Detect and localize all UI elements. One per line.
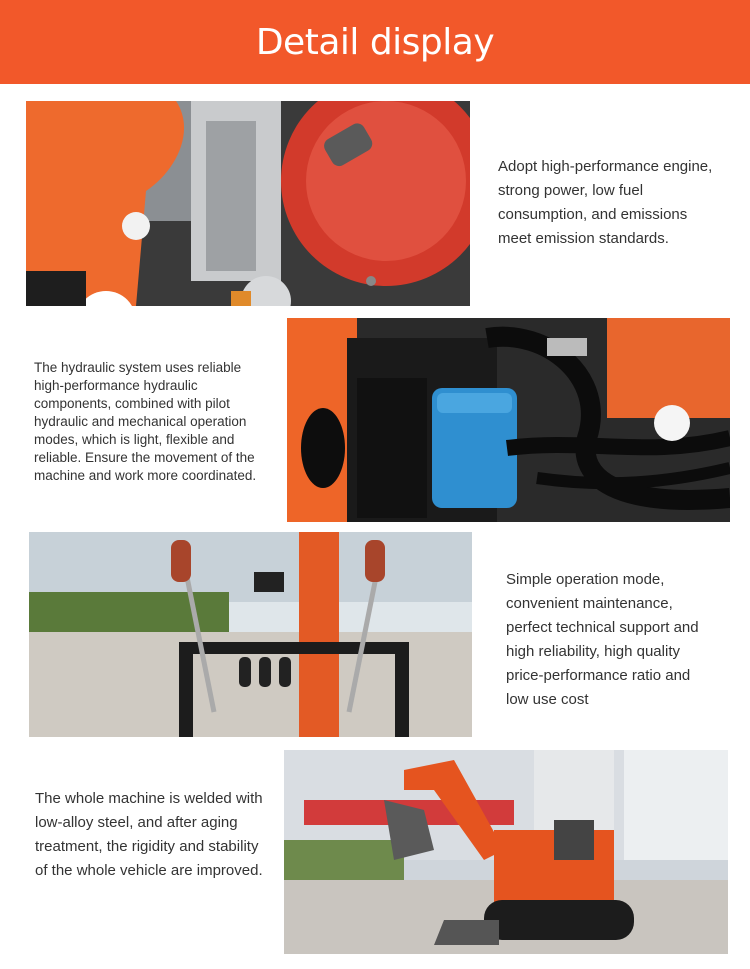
- engine-description: Adopt high-performance engine, strong power, low fuel consumption, and emissions meet emission standards.: [498, 158, 713, 247]
- hydraulic-description: The hydraulic system uses reliable high-performance hydraulic components, combined with pilot hydraulic and mechanical operation modes, which is light, flexible and reliable. Ensure the movement of the machine and work more coordinated.: [34, 360, 257, 483]
- engine-photo: [26, 101, 470, 306]
- machine-description: The whole machine is welded with low-alloy steel, and after aging treatment, the rigidity and stability of the whole vehicle are improved.: [35, 790, 263, 879]
- controls-description: Simple operation mode, convenient maintenance, perfect technical support and high reliability, high quality price-performance ratio and low use cost: [506, 571, 699, 708]
- page-header: [0, 0, 750, 84]
- machine-photo: [284, 750, 728, 954]
- hydraulic-photo: [287, 318, 730, 522]
- controls-photo: [29, 532, 472, 737]
- page-title: Detail display: [255, 21, 495, 63]
